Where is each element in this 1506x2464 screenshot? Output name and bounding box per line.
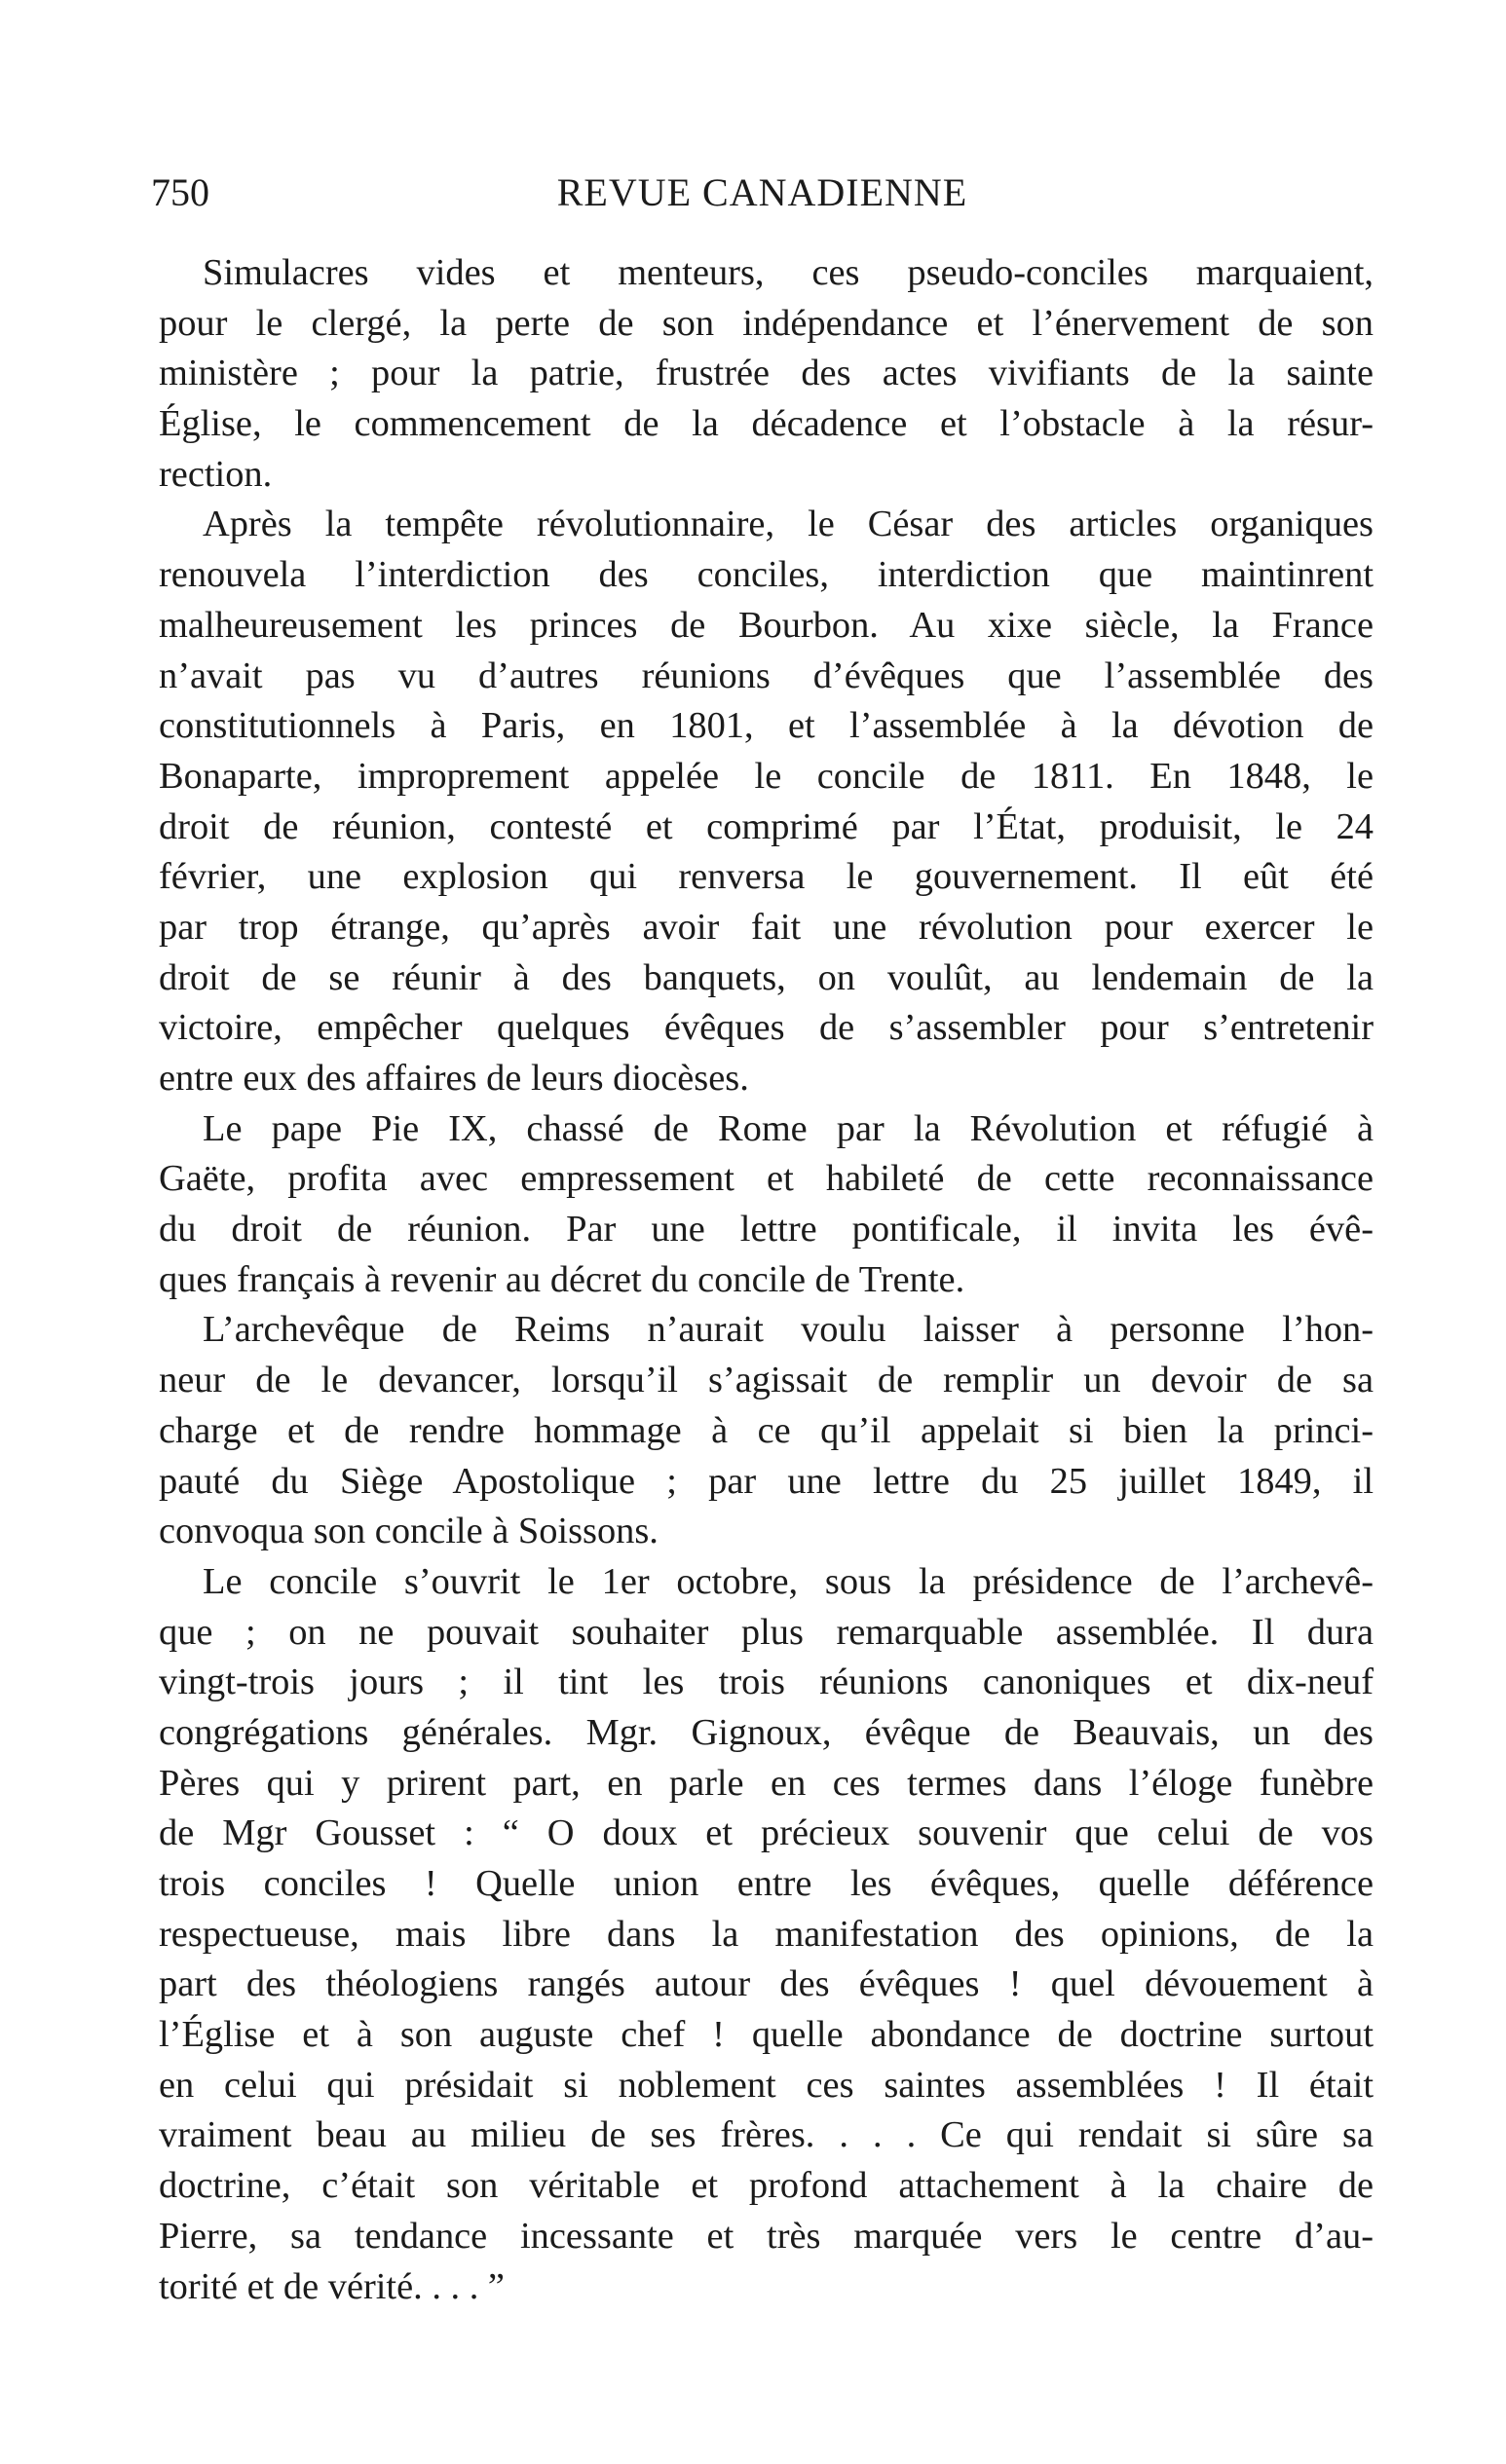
text-line: malheureusement les princes de Bourbon. Au xixe siècle, la France xyxy=(159,604,1374,646)
text-line: constitutionnels à Paris, en 1801, et l’assemblée à la dévotion de xyxy=(159,705,1374,747)
text-line: Simulacres vides et menteurs, ces pseudo-conciles marquaient, xyxy=(203,252,1374,293)
text-line: Le pape Pie IX, chassé de Rome par la Révolution et réfugié à xyxy=(203,1107,1374,1149)
text-line: entre eux des affaires de leurs diocèses. xyxy=(159,1058,749,1099)
text-line: pauté du Siège Apostolique ; par une lettre du 25 juillet 1849, il xyxy=(159,1460,1374,1502)
text-line: du droit de réunion. Par une lettre pontificale, il invita les évê- xyxy=(159,1209,1374,1251)
text-line: droit de réunion, contesté et comprimé par l’État, produisit, le 24 xyxy=(159,805,1374,847)
text-line: Après la tempête révolutionnaire, le César des articles organiques xyxy=(203,504,1374,545)
text-line: Pierre, sa tendance incessante et très marquée vers le centre d’au- xyxy=(159,2215,1374,2257)
text-line: que ; on ne pouvait souhaiter plus remarquable assemblée. Il dura xyxy=(159,1611,1374,1653)
text-line: par trop étrange, qu’après avoir fait une révolution pour exercer le xyxy=(159,906,1374,948)
text-line: rection. xyxy=(159,453,273,495)
text-line: février, une explosion qui renversa le gouvernement. Il eût été xyxy=(159,856,1374,898)
text-line: trois conciles ! Quelle union entre les évêques, quelle déférence xyxy=(159,1863,1374,1904)
page-header xyxy=(151,164,1374,222)
text-line: Bonaparte, improprement appelée le concile de 1811. En 1848, le xyxy=(159,755,1374,797)
page-number: 750 xyxy=(151,170,209,214)
text-line: victoire, empêcher quelques évêques de s’assembler pour s’entretenir xyxy=(159,1007,1374,1049)
text-line: congrégations générales. Mgr. Gignoux, évêque de Beauvais, un des xyxy=(159,1711,1374,1753)
text-line: doctrine, c’était son véritable et profond attachement à la chaire de xyxy=(159,2165,1374,2207)
text-line: en celui qui présidait si noblement ces saintes assemblées ! Il était xyxy=(159,2064,1374,2106)
text-line: de Mgr Gousset : “ O doux et précieux souvenir que celui de vos xyxy=(159,1812,1374,1854)
text-line: respectueuse, mais libre dans la manifestation des opinions, de la xyxy=(159,1913,1374,1955)
text-line: neur de le devancer, lorsqu’il s’agissait de remplir un devoir de sa xyxy=(159,1360,1374,1401)
text-line: l’Église et à son auguste chef ! quelle abondance de doctrine surtout xyxy=(159,2014,1374,2056)
text-line: vraiment beau au milieu de ses frères. . . . Ce qui rendait si sûre sa xyxy=(159,2114,1374,2156)
text-line: pour le clergé, la perte de son indépendance et l’énervement de son xyxy=(159,302,1374,344)
text-line: convoqua son concile à Soissons. xyxy=(159,1511,659,1552)
text-line: renouvela l’interdiction des conciles, interdiction que maintinrent xyxy=(159,554,1374,596)
running-head: REVUE CANADIENNE xyxy=(556,170,968,214)
text-line: part des théologiens rangés autour des évêques ! quel dévouement à xyxy=(159,1963,1374,2005)
text-line: vingt-trois jours ; il tint les trois réunions canoniques et dix-neuf xyxy=(159,1661,1374,1703)
text-line: Pères qui y prirent part, en parle en ces termes dans l’éloge funèbre xyxy=(159,1762,1374,1804)
text-line: ques français à revenir au décret du concile de Trente. xyxy=(159,1258,965,1300)
text-line: charge et de rendre hommage à ce qu’il appelait si bien la princi- xyxy=(159,1409,1374,1451)
text-line: Église, le commencement de la décadence et l’obstacle à la résur- xyxy=(159,403,1374,445)
text-line: n’avait pas vu d’autres réunions d’évêques que l’assemblée des xyxy=(159,654,1374,696)
text-line: droit de se réunir à des banquets, on voulût, au lendemain de la xyxy=(159,956,1374,998)
text-line: Le concile s’ouvrit le 1er octobre, sous la présidence de l’archevê- xyxy=(203,1560,1374,1602)
text-line: ministère ; pour la patrie, frustrée des actes vivifiants de la sainte xyxy=(159,353,1374,394)
body-text xyxy=(159,248,1374,2312)
text-line: torité et de vérité. . . . ” xyxy=(159,2265,505,2307)
text-line: Gaëte, profita avec empressement et habileté de cette reconnaissance xyxy=(159,1158,1374,1200)
text-line: L’archevêque de Reims n’aurait voulu laisser à personne l’hon- xyxy=(203,1309,1374,1351)
